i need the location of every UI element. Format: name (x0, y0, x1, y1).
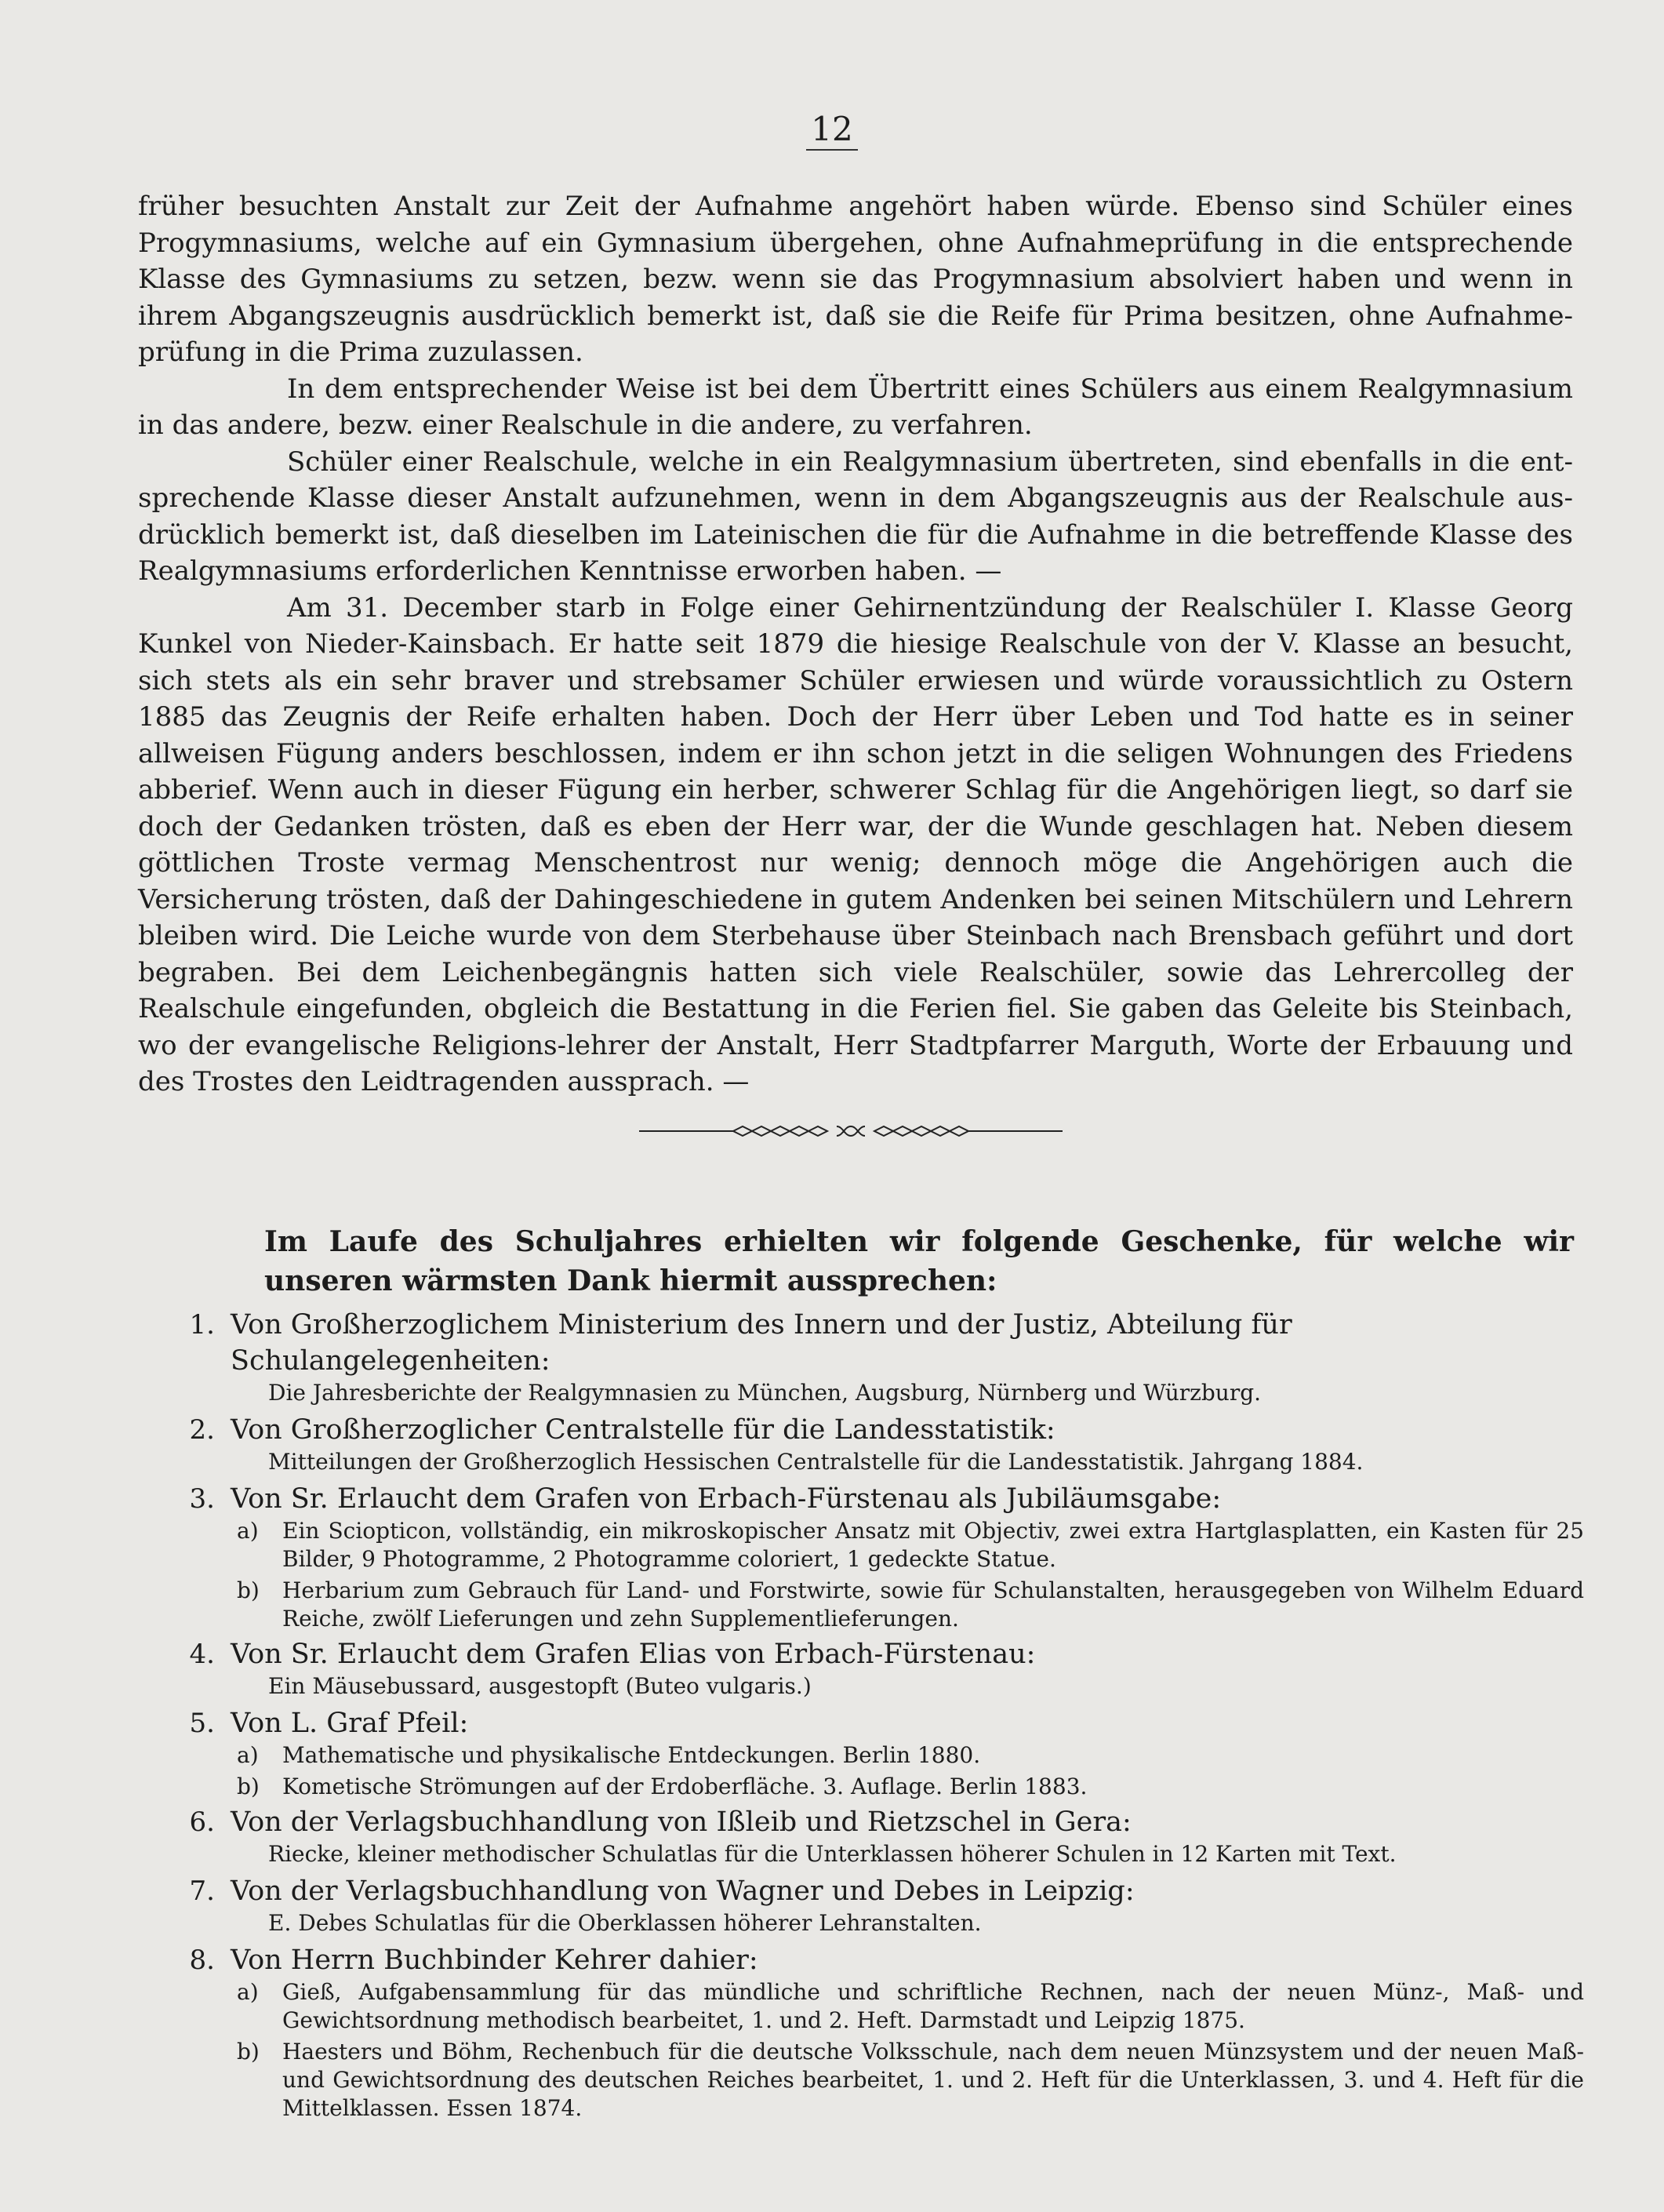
gift-subitem (237, 1577, 1584, 1633)
gift-item (180, 1307, 1584, 1407)
gift-donor: Von L. Graf Pfeil: (231, 1708, 469, 1739)
gifts-list (180, 1307, 1584, 2126)
gift-subitem (237, 1517, 1584, 1574)
subitem-text: Gieß, Aufgabensammlung für das mündliche und schriftliche Rechnen, nach der neuen Münz-, Maß- und Gewichtsordnung methodisch bearbeitet, 1. und 2. Heft. Darmstadt und Leipzig 1875. (282, 1979, 1584, 2033)
gift-donor: Von Großherzoglichem Ministerium des Innern und der Justiz, Abteilung für Schulangelegenheiten: (231, 1309, 1292, 1377)
gift-number: 4. (189, 1639, 215, 1670)
gift-donor: Von Großherzoglicher Centralstelle für die Landesstatistik: (231, 1414, 1055, 1446)
gift-item (180, 1873, 1584, 1937)
gift-detail: Riecke, kleiner methodischer Schulatlas für die Unterklassen höherer Schulen in 12 Karten mit Text. (268, 1841, 1397, 1867)
subitem-letter: a) (237, 1979, 259, 2005)
subitem-text: Ein Sciopticon, vollständig, ein mikroskopischer Ansatz mit Objectiv, zwei extra Hartglasplatten, ein Kasten für 25 Bilder, 9 Photogramme, 2 Photogramme coloriert, 1 gedeckte Statue. (282, 1518, 1584, 1572)
page-number (0, 110, 1664, 151)
page-number-text: 12 (806, 110, 857, 151)
subitem-text: Mathematische und physikalische Entdeckungen. Berlin 1880. (282, 1742, 981, 1768)
gift-donor: Von der Verlagsbuchhandlung von Ißleib und Rietzschel in Gera: (231, 1806, 1132, 1838)
gift-item (180, 1804, 1584, 1868)
gift-detail: Die Jahresberichte der Realgymnasien zu München, Augsburg, Nürnberg und Würzburg. (268, 1380, 1262, 1406)
gift-subitem (237, 1978, 1584, 2035)
gift-donor: Von Sr. Erlaucht dem Grafen Elias von Erbach-Fürstenau: (231, 1639, 1036, 1670)
gift-donor: Von der Verlagsbuchhandlung von Wagner und Debes in Leipzig: (231, 1875, 1135, 1907)
gift-item (180, 1942, 1584, 2123)
subitem-letter: a) (237, 1742, 259, 1768)
gift-subitem (237, 2038, 1584, 2123)
paragraph: Schüler einer Realschule, welche in ein Realgymnasium übertreten, sind ebenfalls in die ent-sprechende Klasse dieser Anstalt aufzunehmen, wenn in dem Abgangszeugnis aus der Realschule aus-drücklich bemerkt ist, daß dieselben im Lateinischen die für die Aufnahme in die betreffende Klasse des Realgymnasiums erforderlichen Kenntnisse erworben haben. — (138, 446, 1573, 587)
gifts-heading: Im Laufe des Schuljahres erhielten wir folgende Geschenke, für welche wir unseren wärmsten Dank hiermit aussprechen: (264, 1225, 1574, 1297)
gift-number: 1. (189, 1309, 215, 1341)
gift-item (180, 1636, 1584, 1701)
paragraph: Am 31. December starb in Folge einer Gehirnentzündung der Realschüler I. Klasse Georg Kunkel von Nieder-Kainsbach. Er hatte seit 1879 die hiesige Realschule von der V. Klasse an besucht, sich stets als ein sehr braver und strebsamer Schüler erwiesen und würde voraussichtlich zu Ostern 1885 das Zeugnis der Reife erhalten haben. Doch der Herr über Leben und Tod hatte es in seiner allweisen Fügung anders beschlossen, indem er ihn schon jetzt in die seligen Wohnungen des Friedens abberief. Wenn auch in dieser Fügung ein herber, schwerer Schlag für die Angehörigen liegt, so darf sie doch der Gedanken trösten, daß es eben der Herr war, der die Wunde geschlagen hat. Neben diesem göttlichen Troste vermag Menschentrost nur wenig; dennoch möge die Angehörigen auch die Versicherung trösten, daß der Dahingeschiedene in gutem Andenken bei seinen Mitschülern und Lehrern bleiben wird. Die Leiche wurde von dem Sterbehause über Steinbach nach Brensbach geführt und dort begraben. Bei dem Leichenbegängnis hatten sich viele Realschüler, sowie das Lehrercolleg der Realschule eingefunden, obgleich die Bestattung in die Ferien fiel. Sie gaben das Geleite bis Steinbach, wo der evangelische Religions-lehrer der Anstalt, Herr Stadtpfarrer Marguth, Worte der Erbauung und des Trostes den Leidtragenden aussprach. — (138, 591, 1573, 1097)
subitem-text: Herbarium zum Gebrauch für Land- und Forstwirte, sowie für Schulanstalten, herausgegeben von Wilhelm Eduard Reiche, zwölf Lieferungen und zehn Supplementlieferungen. (282, 1577, 1584, 1632)
paragraph: früher besuchten Anstalt zur Zeit der Aufnahme angehört haben würde. Ebenso sind Schüler eines Progymnasiums, welche auf ein Gymnasium übergehen, ohne Aufnahmeprüfung in die entsprechende Klasse des Gymnasiums zu setzen, bezw. wenn sie das Progymnasium absolviert haben und wenn in ihrem Abgangszeugnis ausdrücklich bemerkt ist, daß sie die Reife für Prima besitzen, ohne Aufnahme-prüfung in die Prima zuzulassen. (138, 191, 1573, 368)
paragraph: In dem entsprechender Weise ist bei dem Übertritt eines Schülers aus einem Realgymnasium in das andere, bezw. einer Realschule in die andere, zu verfahren. (138, 373, 1573, 441)
gift-detail: Mitteilungen der Großherzoglich Hessischen Centralstelle für die Landesstatistik. Jahrgang 1884. (268, 1449, 1364, 1475)
subitem-text: Kometische Strömungen auf der Erdoberfläche. 3. Auflage. Berlin 1883. (282, 1774, 1088, 1799)
gift-number: 3. (189, 1483, 215, 1515)
gift-number: 2. (189, 1414, 215, 1446)
subitem-letter: a) (237, 1518, 259, 1544)
gift-subitem (237, 1773, 1584, 1801)
gift-item (180, 1412, 1584, 1476)
gift-subitem (237, 1741, 1584, 1770)
gift-detail: E. Debes Schulatlas für die Oberklassen höherer Lehranstalten. (268, 1910, 982, 1936)
gift-item (180, 1481, 1584, 1633)
gift-number: 8. (189, 1945, 215, 1976)
gift-number: 6. (189, 1806, 215, 1838)
gift-donor: Von Herrn Buchbinder Kehrer dahier: (231, 1945, 758, 1976)
subitem-letter: b) (237, 1774, 260, 1799)
subitem-letter: b) (237, 1577, 260, 1603)
ornamental-divider (639, 1123, 1063, 1139)
gift-item (180, 1705, 1584, 1801)
body-text (138, 188, 1573, 1101)
gift-number: 5. (189, 1708, 215, 1739)
subitem-letter: b) (237, 2039, 260, 2065)
gift-number: 7. (189, 1875, 215, 1907)
gift-detail: Ein Mäusebussard, ausgestopft (Buteo vulgaris.) (268, 1673, 812, 1699)
subitem-text: Haesters und Böhm, Rechenbuch für die deutsche Volksschule, nach dem neuen Münzsystem und der neuen Maß- und Gewichtsordnung des deutschen Reiches bearbeitet, 1. und 2. Heft für die Unterklassen, 3. und 4. Heft für die Mittelklassen. Essen 1874. (282, 2039, 1584, 2121)
gift-donor: Von Sr. Erlaucht dem Grafen von Erbach-Fürstenau als Jubiläumsgabe: (231, 1483, 1222, 1515)
